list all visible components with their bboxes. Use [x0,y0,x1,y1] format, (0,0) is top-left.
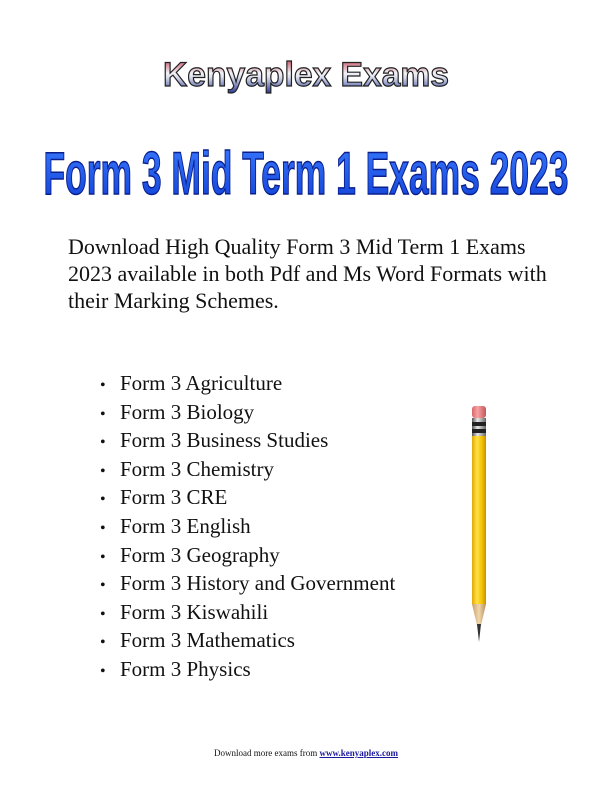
intro-paragraph: Download High Quality Form 3 Mid Term 1 Exams 2023 available in both Pdf and Ms Word Formats with their Marking Schemes. [68,234,547,313]
footer [0,748,612,758]
subject-label: Form 3 Mathematics [120,628,295,653]
brand-text: Kenyaplex Exams [163,56,449,94]
bullet-icon: • [100,577,106,595]
subject-list [100,369,395,684]
pencil-icon [468,406,490,651]
list-item [100,626,395,655]
subject-label: Form 3 Chemistry [120,456,275,481]
subject-label: Form 3 Kiswahili [120,599,269,624]
bullet-icon: • [100,548,106,566]
subject-label: Form 3 History and Government [120,571,396,596]
page-title [0,138,612,209]
subject-label: Form 3 English [120,513,251,538]
list-item [100,483,395,512]
list-item [100,598,395,627]
bullet-icon: • [100,605,106,623]
list-item [100,569,395,598]
footer-text: Download more exams from [214,748,320,758]
subject-label: Form 3 CRE [120,485,228,510]
bullet-icon: • [100,491,106,509]
subject-label: Form 3 Business Studies [120,428,329,453]
brand-wordart [156,50,456,96]
list-item [100,455,395,484]
bullet-icon: • [100,634,106,652]
subject-label: Form 3 Biology [120,399,255,424]
list-item [100,541,395,570]
list-item [100,512,395,541]
headline-wordart [36,138,576,204]
headline-text: Form 3 Mid Term 1 Exams 2023 [43,140,569,204]
list-item [100,369,395,398]
bullet-icon: • [100,462,106,480]
footer-link[interactable]: www.kenyaplex.com [319,748,398,758]
bullet-icon: • [100,434,106,452]
list-item [100,426,395,455]
list-item [100,398,395,427]
bullet-icon: • [100,405,106,423]
subject-label: Form 3 Geography [120,542,280,567]
bullet-icon: • [100,377,106,394]
bullet-icon: • [100,519,106,537]
subject-label: Form 3 Physics [120,656,251,681]
pencil-drawing [468,406,490,646]
subject-label: Form 3 Agriculture [120,371,283,395]
bullet-icon: • [100,662,106,680]
brand-logo [0,50,612,101]
list-item [100,655,395,684]
